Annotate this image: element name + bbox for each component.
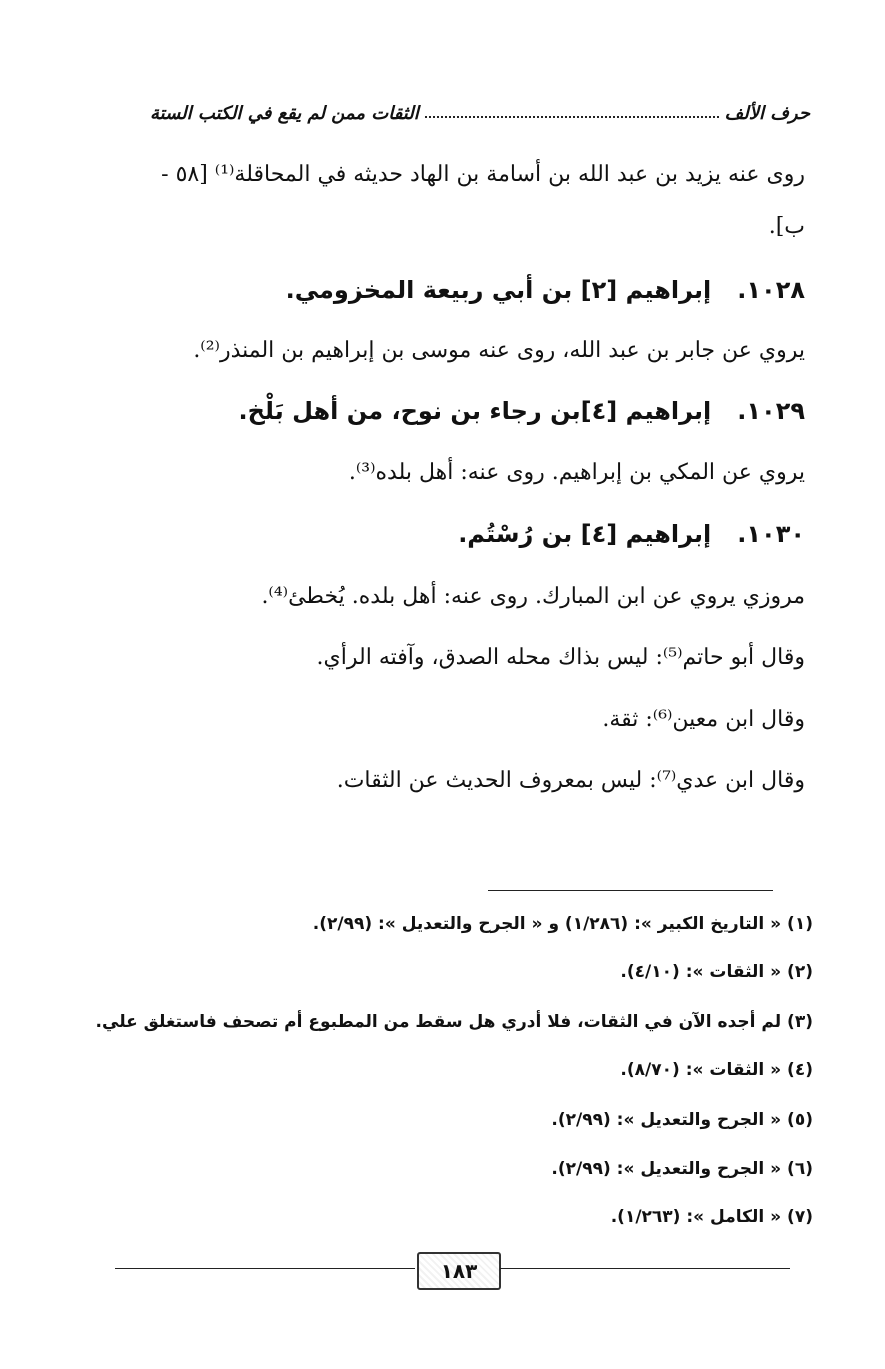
footnote-4: (٤) « الثقات »: (٨/٧٠). [620, 1060, 813, 1080]
entry-text-1030-a: مروزي يروي عن ابن المبارك. روى عنه: أهل بلده. يُخطئ⁽⁴⁾. [261, 584, 805, 609]
footnote-6: (٦) « الجرح والتعديل »: (٢/٩٩). [551, 1159, 813, 1179]
entry-title: إبراهيم [٤] بن رُسْتُم. [458, 520, 712, 548]
entry-text-1030-c: وقال ابن معين⁽⁶⁾: ثقة. [602, 707, 805, 732]
entry-text-1028: يروي عن جابر بن عبد الله، روى عنه موسى بن إبراهيم بن المنذر⁽²⁾. [193, 338, 805, 363]
book-title: الثقات ممن لم يقع في الكتب الستة [150, 102, 419, 124]
entry-title: إبراهيم [٤]بن رجاء بن نوح، من أهل بَلْخ. [238, 397, 712, 425]
entry-text-1029: يروي عن المكي بن إبراهيم. روى عنه: أهل بلده⁽³⁾. [348, 460, 805, 485]
footnote-7: (٧) « الكامل »: (١/٢٦٣). [610, 1207, 813, 1227]
entry-heading-1028 [125, 272, 805, 308]
header-leader-dots [425, 116, 719, 118]
running-header [150, 96, 810, 130]
intro-line-1: روى عنه يزيد بن عبد الله بن أسامة بن الهاد حديثه في المحاقلة⁽¹⁾ [٥٨ - [161, 162, 805, 187]
intro-line-2: ب]. [768, 214, 805, 239]
footer-rule-right [500, 1268, 790, 1269]
chapter-title: حرف الألف [724, 102, 810, 124]
page-number: ١٨٣ [417, 1252, 501, 1290]
entry-title: إبراهيم [٢] بن أبي ربيعة المخزومي. [285, 276, 712, 304]
entry-text-1030-b: وقال أبو حاتم⁽⁵⁾: ليس بذاك محله الصدق، وآفته الرأي. [316, 645, 805, 670]
footnote-separator [488, 890, 773, 891]
entry-number: ١٠٢٨. [737, 276, 805, 304]
footer-rule-left [115, 1268, 415, 1269]
footnote-3: (٣) لم أجده الآن في الثقات، فلا أدري هل سقط من المطبوع أم تصحف فاستغلق علي. [95, 1012, 813, 1032]
entry-heading-1029 [125, 393, 805, 429]
entry-heading-1030 [125, 516, 805, 552]
footnote-5: (٥) « الجرح والتعديل »: (٢/٩٩). [551, 1110, 813, 1130]
footnote-1: (١) « التاريخ الكبير »: (١/٢٨٦) و « الجرح والتعديل »: (٢/٩٩). [312, 914, 813, 934]
entry-text-1030-d: وقال ابن عدي⁽⁷⁾: ليس بمعروف الحديث عن الثقات. [336, 768, 805, 793]
entry-number: ١٠٢٩. [737, 397, 805, 425]
footnote-2: (٢) « الثقات »: (٤/١٠). [620, 962, 813, 982]
entry-number: ١٠٣٠. [737, 520, 805, 548]
